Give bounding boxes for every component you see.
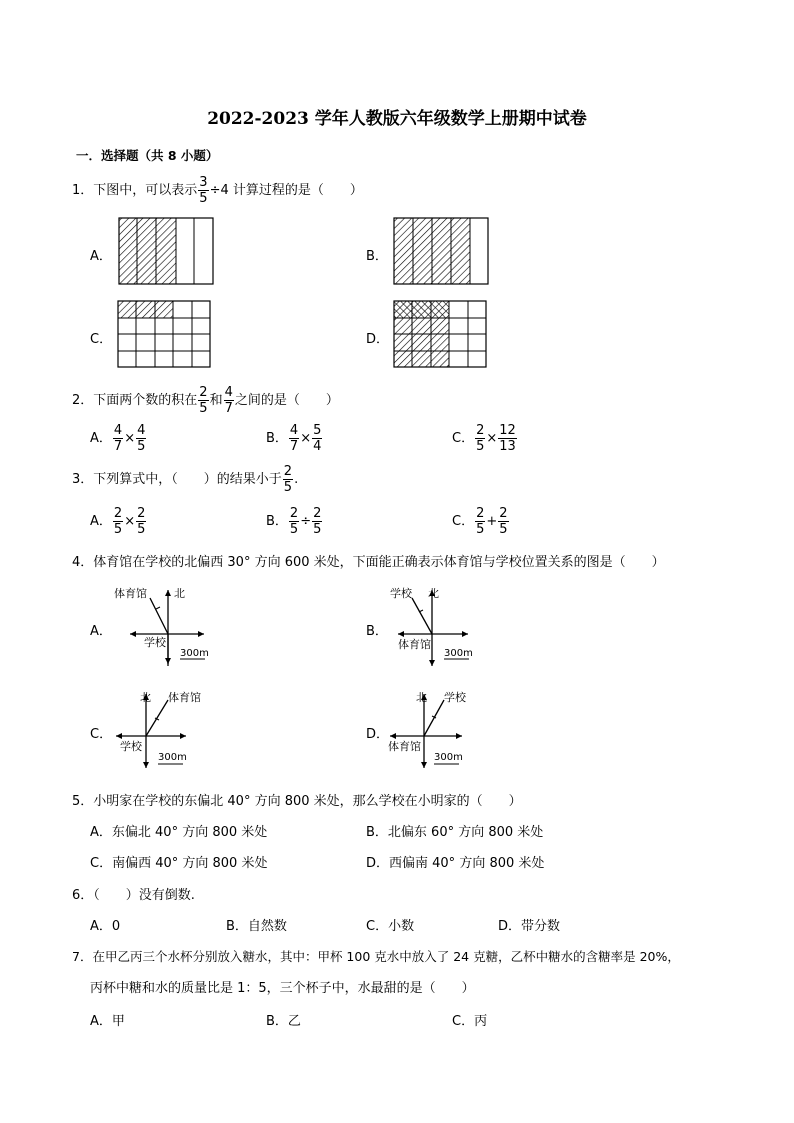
question-3: 3．下列算式中，（ ）的结果小于 $\frac{2}{5}$ . bbox=[72, 464, 299, 495]
q7-option-a[interactable]: A．甲 bbox=[90, 1014, 125, 1029]
q3-option-a[interactable]: A． $\frac{2}{5}$ × $\frac{2}{5}$ bbox=[90, 506, 146, 537]
q2-option-a[interactable]: A． $\frac{4}{7}$ × $\frac{4}{5}$ bbox=[90, 423, 146, 454]
q6-option-b[interactable]: B．自然数 bbox=[226, 919, 287, 934]
question-4: 4．体育馆在学校的北偏西 30° 方向 600 米处，下面能正确表示体育馆与学校位置关系的图是（ ） bbox=[72, 555, 665, 570]
q5-option-c[interactable]: C．南偏西 40° 方向 800 米处 bbox=[90, 856, 268, 871]
q5-option-a[interactable]: A．东偏北 40° 方向 800 米处 bbox=[90, 825, 268, 840]
q5-option-d[interactable]: D．西偏南 40° 方向 800 米处 bbox=[366, 856, 545, 871]
q4-option-c-label[interactable]: C． bbox=[90, 727, 113, 742]
question-2: 2．下面两个数的积在 $\frac{2}{5}$ 和 $\frac{4}{7}$ 之间的是（ ） bbox=[72, 385, 339, 416]
q1-option-b-label[interactable]: B． bbox=[366, 249, 388, 264]
question-5: 5．小明家在学校的东偏北 40° 方向 800 米处，那么学校在小明家的（ ） bbox=[72, 794, 522, 809]
q1-option-c-label[interactable]: C． bbox=[90, 332, 113, 347]
q4-option-d-label[interactable]: D． bbox=[366, 727, 390, 742]
q3-option-b[interactable]: B． $\frac{2}{5}$ ÷ $\frac{2}{5}$ bbox=[266, 506, 322, 537]
q4-d-school-label: 学校 bbox=[444, 691, 466, 704]
q5-option-b[interactable]: B．北偏东 60° 方向 800 米处 bbox=[366, 825, 544, 840]
q4-a-scale-label: 300m bbox=[180, 648, 209, 659]
q2-option-b[interactable]: B． $\frac{4}{7}$ × $\frac{5}{4}$ bbox=[266, 423, 322, 454]
q4-c-school-label: 学校 bbox=[120, 740, 142, 753]
question-6: 6．（ ）没有倒数. bbox=[72, 888, 195, 903]
q4-b-school-label: 学校 bbox=[390, 587, 412, 600]
q6-option-a[interactable]: A．0 bbox=[90, 919, 121, 934]
q4-option-a-label[interactable]: A． bbox=[90, 624, 112, 639]
q6-option-c[interactable]: C．小数 bbox=[366, 919, 415, 934]
q4-c-gym-label: 体育馆 bbox=[168, 691, 201, 704]
q1-option-a-label[interactable]: A． bbox=[90, 249, 112, 264]
q4-option-b-label[interactable]: B． bbox=[366, 624, 388, 639]
question-7-line-1: 7．在甲乙丙三个水杯分别放入糖水，其中：甲杯 100 克水中放入了 24 克糖，乙杯中糖水的含糖率是 20%， bbox=[72, 949, 680, 964]
q4-d-gym-label: 体育馆 bbox=[388, 740, 421, 753]
q2-option-c[interactable]: C． $\frac{2}{5}$ × $\frac{12}{13}$ bbox=[452, 423, 516, 454]
q3-option-c[interactable]: C． $\frac{2}{5}$ + $\frac{2}{5}$ bbox=[452, 506, 508, 537]
section-heading: 一．选择题（共 8 小题） bbox=[76, 148, 219, 163]
question-1: 1．下图中，可以表示 $\frac{3}{5}$ ÷4 计算过程的是（ ） bbox=[72, 175, 363, 206]
q4-b-scale-label: 300m bbox=[444, 648, 473, 659]
q7-option-c[interactable]: C．丙 bbox=[452, 1014, 488, 1029]
q4-d-north-label: 北 bbox=[416, 691, 427, 704]
q4-a-school-label: 学校 bbox=[144, 636, 166, 649]
q4-b-gym-label: 体育馆 bbox=[398, 638, 431, 651]
q4-d-scale-label: 300m bbox=[434, 752, 463, 763]
question-7-line-2: 丙杯中糖和水的质量比是 1：5，三个杯子中，水最甜的是（ ） bbox=[90, 981, 475, 996]
q1-option-d-label[interactable]: D． bbox=[366, 332, 390, 347]
page-title: 2022-2023 学年人教版六年级数学上册期中试卷 bbox=[207, 109, 587, 129]
q4-b-north-label: 北 bbox=[428, 587, 439, 600]
q4-a-north-label: 北 bbox=[174, 587, 185, 600]
q6-option-d[interactable]: D．带分数 bbox=[498, 919, 561, 934]
q4-c-north-label: 北 bbox=[140, 691, 151, 704]
q7-option-b[interactable]: B．乙 bbox=[266, 1014, 301, 1029]
q4-c-scale-label: 300m bbox=[158, 752, 187, 763]
q4-a-gym-label: 体育馆 bbox=[114, 587, 147, 600]
